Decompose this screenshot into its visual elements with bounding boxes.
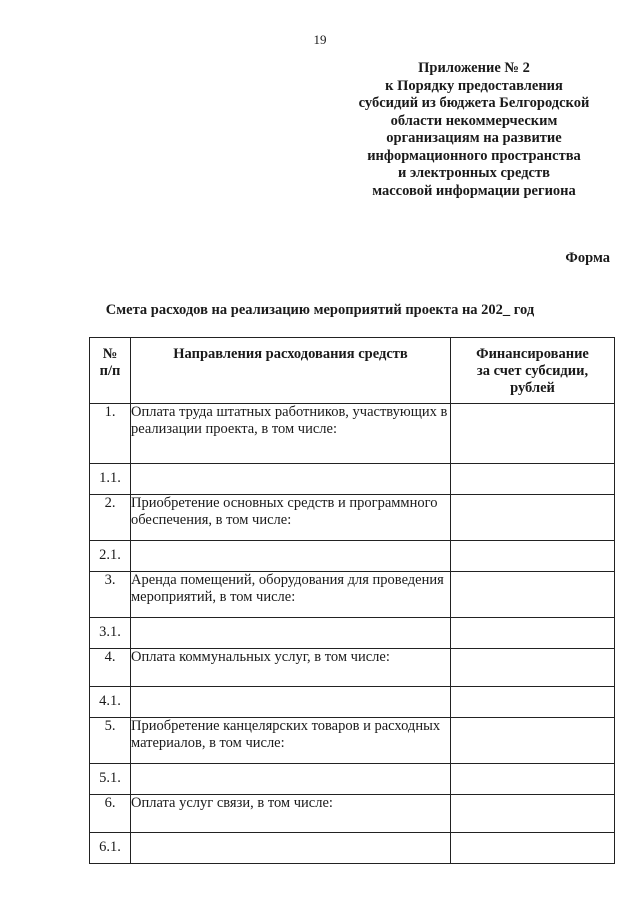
- row-number: 3.: [90, 572, 131, 618]
- appendix-line: организациям на развитие: [386, 130, 562, 146]
- table-row: [90, 718, 615, 764]
- appendix-line: и электронных средств: [398, 165, 550, 181]
- row-amount[interactable]: [451, 795, 615, 833]
- row-description[interactable]: [131, 618, 451, 649]
- document-title: Смета расходов на реализацию мероприятий проекта на 202_ год: [105, 302, 535, 318]
- table-row: [90, 833, 615, 864]
- table-row: [90, 541, 615, 572]
- appendix-line: к Порядку предоставления: [385, 77, 563, 94]
- row-description[interactable]: [131, 687, 451, 718]
- row-amount[interactable]: [451, 833, 615, 864]
- table-row: [90, 795, 615, 833]
- row-description[interactable]: [131, 541, 451, 572]
- table-row: [90, 687, 615, 718]
- row-description: Приобретение основных средств и программного обеспечения, в том числе:: [131, 495, 451, 541]
- row-amount[interactable]: [451, 687, 615, 718]
- appendix-header: [340, 60, 608, 200]
- row-description: Приобретение канцелярских товаров и расходных материалов, в том числе:: [131, 718, 451, 764]
- row-amount[interactable]: [451, 618, 615, 649]
- row-description: Оплата услуг связи, в том числе:: [131, 795, 451, 833]
- appendix-line: субсидий из бюджета Белгородской: [358, 95, 590, 111]
- row-number: 2.1.: [90, 541, 131, 572]
- row-amount[interactable]: [451, 649, 615, 687]
- row-description[interactable]: [131, 464, 451, 495]
- appendix-line: информационного пространства: [367, 147, 581, 164]
- table-row: [90, 649, 615, 687]
- row-number: 3.1.: [90, 618, 131, 649]
- row-number: 2.: [90, 495, 131, 541]
- header-number: № п/п: [90, 338, 131, 404]
- table-row: [90, 495, 615, 541]
- appendix-line: области некоммерческим: [390, 112, 558, 129]
- row-amount[interactable]: [451, 464, 615, 495]
- row-number: 1.: [90, 404, 131, 464]
- header-direction: Направления расходования средств: [131, 338, 451, 404]
- row-description: Оплата труда штатных работников, участвующих в реализации проекта, в том числе:: [131, 404, 451, 464]
- row-number: 4.1.: [90, 687, 131, 718]
- row-amount[interactable]: [451, 495, 615, 541]
- appendix-line: Приложение № 2: [418, 60, 530, 76]
- row-number: 6.1.: [90, 833, 131, 864]
- header-financing: Финансирование за счет субсидии, рублей: [451, 338, 615, 404]
- table-header-row: [90, 338, 615, 404]
- form-label: Форма: [565, 250, 610, 266]
- row-amount[interactable]: [451, 718, 615, 764]
- row-number: 6.: [90, 795, 131, 833]
- row-description: Оплата коммунальных услуг, в том числе:: [131, 649, 451, 687]
- row-number: 5.: [90, 718, 131, 764]
- row-description: Аренда помещений, оборудования для проведения мероприятий, в том числе:: [131, 572, 451, 618]
- page-number: 19: [313, 32, 327, 47]
- budget-table: [89, 337, 615, 864]
- table-row: [90, 618, 615, 649]
- row-amount[interactable]: [451, 572, 615, 618]
- row-description[interactable]: [131, 764, 451, 795]
- table-row: [90, 572, 615, 618]
- row-amount[interactable]: [451, 764, 615, 795]
- table-row: [90, 464, 615, 495]
- row-description[interactable]: [131, 833, 451, 864]
- row-number: 4.: [90, 649, 131, 687]
- table-row: [90, 764, 615, 795]
- row-amount[interactable]: [451, 404, 615, 464]
- row-number: 1.1.: [90, 464, 131, 495]
- table-row: [90, 404, 615, 464]
- appendix-line: массовой информации региона: [372, 182, 576, 199]
- row-amount[interactable]: [451, 541, 615, 572]
- row-number: 5.1.: [90, 764, 131, 795]
